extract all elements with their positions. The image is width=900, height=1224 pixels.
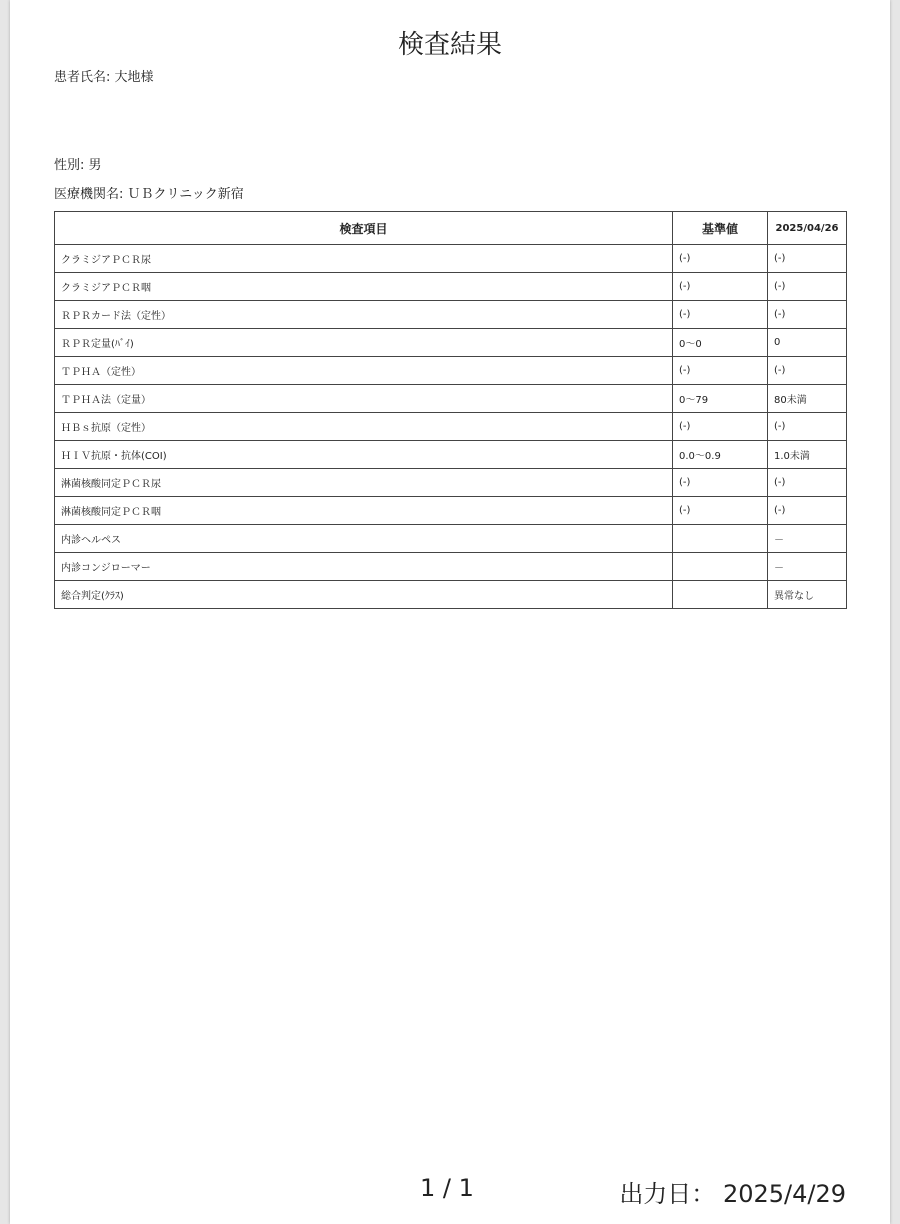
test-item-cell: ＴＰＨＡ（定性） (55, 357, 673, 385)
reference-cell: 0～0 (673, 329, 768, 357)
test-item-cell: ＲＰＲ定量(ﾊﾞｲ) (55, 329, 673, 357)
page-title: 検査結果 (397, 30, 502, 60)
page-number: 1 / 1 (420, 1174, 474, 1202)
reference-cell: (-) (673, 273, 768, 301)
test-item-cell: ＨＢｓ抗原（定性） (55, 413, 673, 441)
table-row (55, 525, 847, 553)
output-date: 出力日： 2025/4/29 (619, 1180, 846, 1208)
table-row (55, 553, 847, 581)
table-row (55, 245, 847, 273)
table-row (55, 497, 847, 525)
table-row (55, 273, 847, 301)
result-cell: 80未満 (768, 385, 847, 413)
result-cell: － (768, 525, 847, 553)
header-reference: 基準値 (673, 212, 768, 245)
reference-cell: (-) (673, 245, 768, 273)
table-row (55, 469, 847, 497)
test-item-cell: ＴＰＨＡ法（定量） (55, 385, 673, 413)
test-item-cell: 内診コンジローマー (55, 553, 673, 581)
reference-cell: 0～79 (673, 385, 768, 413)
test-item-cell: クラミジアＰＣＲ咽 (55, 273, 673, 301)
result-cell: (-) (768, 273, 847, 301)
test-item-cell: 淋菌核酸同定ＰＣＲ咽 (55, 497, 673, 525)
reference-cell: (-) (673, 301, 768, 329)
table-row (55, 301, 847, 329)
result-cell: 1.0未満 (768, 441, 847, 469)
reference-cell: (-) (673, 357, 768, 385)
result-cell: (-) (768, 497, 847, 525)
result-cell: 0 (768, 329, 847, 357)
reference-cell (673, 553, 768, 581)
table-row (55, 413, 847, 441)
test-item-cell: クラミジアＰＣＲ尿 (55, 245, 673, 273)
header-date: 2025/04/26 (768, 212, 847, 245)
test-item-cell: 淋菌核酸同定ＰＣＲ尿 (55, 469, 673, 497)
table-row (55, 357, 847, 385)
result-cell: (-) (768, 469, 847, 497)
reference-cell (673, 525, 768, 553)
reference-cell: (-) (673, 469, 768, 497)
test-item-cell: 内診ヘルペス (55, 525, 673, 553)
test-item-cell: ＨＩＶ抗原・抗体(COI) (55, 441, 673, 469)
table-row (55, 441, 847, 469)
result-cell: (-) (768, 357, 847, 385)
table-header-row (55, 212, 847, 245)
result-cell: (-) (768, 413, 847, 441)
header-test-item: 検査項目 (55, 212, 673, 245)
test-item-cell: ＲＰＲカード法（定性） (55, 301, 673, 329)
reference-cell: (-) (673, 413, 768, 441)
result-cell: (-) (768, 245, 847, 273)
patient-name: 患者氏名: 大地様 (54, 70, 154, 85)
table-row (55, 385, 847, 413)
result-cell: － (768, 553, 847, 581)
test-item-cell: 総合判定(ｸﾗｽ) (55, 581, 673, 609)
patient-sex: 性別: 男 (54, 158, 102, 173)
table-row (55, 581, 847, 609)
table-row (55, 329, 847, 357)
result-cell: 異常なし (768, 581, 847, 609)
reference-cell: (-) (673, 497, 768, 525)
reference-cell: 0.0～0.9 (673, 441, 768, 469)
clinic-name: 医療機関名: ＵＢクリニック新宿 (54, 187, 244, 202)
results-table (54, 211, 847, 609)
document-page (10, 0, 890, 1224)
reference-cell (673, 581, 768, 609)
result-cell: (-) (768, 301, 847, 329)
